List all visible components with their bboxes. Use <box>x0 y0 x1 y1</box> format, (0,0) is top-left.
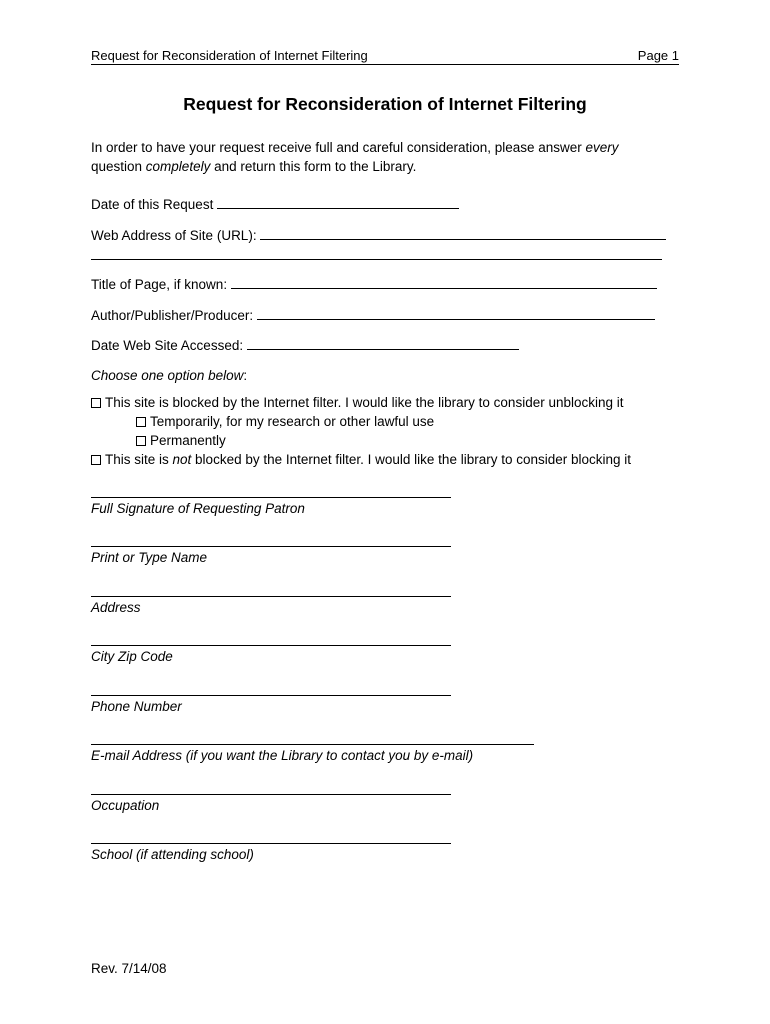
header-title: Request for Reconsideration of Internet Filtering <box>91 48 368 63</box>
web-address-field <box>91 227 666 243</box>
date-request-input[interactable] <box>217 196 459 209</box>
date-request-label: Date of this Request <box>91 197 214 212</box>
option-permanently-label: Permanently <box>150 433 226 448</box>
author-input[interactable] <box>257 307 655 320</box>
choose-option-colon: : <box>243 368 248 383</box>
web-address-label: Web Address of Site (URL): <box>91 228 257 243</box>
school-label: School (if attending school) <box>91 847 254 862</box>
option-temporarily <box>136 414 434 429</box>
name-label: Print or Type Name <box>91 550 208 565</box>
option-not-blocked-text-2: blocked by the Internet filter. I would like the library to consider blocking it <box>191 452 632 467</box>
checkbox-blocked[interactable] <box>91 398 101 408</box>
title-page-input[interactable] <box>231 276 657 289</box>
occupation-line[interactable] <box>91 794 451 795</box>
intro-emphasis-every: every <box>585 140 619 155</box>
email-label: E-mail Address (if you want the Library to contact you by e-mail) <box>91 748 474 763</box>
option-not-blocked <box>91 452 631 467</box>
checkbox-permanently[interactable] <box>136 436 146 446</box>
date-request-field <box>91 196 459 212</box>
checkbox-not-blocked[interactable] <box>91 455 101 465</box>
choose-option-label: Choose one option below <box>91 368 244 383</box>
option-permanently <box>136 433 226 448</box>
city-zip-label: City Zip Code <box>91 649 173 664</box>
web-address-input[interactable] <box>260 227 666 240</box>
option-blocked <box>91 395 624 410</box>
option-not-blocked-text-1: This site is <box>105 452 173 467</box>
date-accessed-field <box>91 337 519 353</box>
intro-text-1: In order to have your request receive full and careful consideration, please answer <box>91 140 586 155</box>
address-label: Address <box>91 600 141 615</box>
school-line[interactable] <box>91 843 451 844</box>
document-title: Request for Reconsideration of Internet Filtering <box>183 94 587 114</box>
choose-option-heading <box>91 368 247 383</box>
date-accessed-label: Date Web Site Accessed: <box>91 338 244 353</box>
checkbox-temporarily[interactable] <box>136 417 146 427</box>
author-field <box>91 307 655 323</box>
name-line[interactable] <box>91 546 451 547</box>
web-address-continuation-line[interactable] <box>91 259 662 260</box>
intro-emphasis-completely: completely <box>145 159 211 174</box>
page-number: Page 1 <box>637 48 679 63</box>
intro-paragraph <box>91 138 651 176</box>
city-zip-line[interactable] <box>91 645 451 646</box>
intro-text-3: and return this form to the Library. <box>210 159 417 174</box>
signature-label: Full Signature of Requesting Patron <box>91 501 305 516</box>
author-label: Author/Publisher/Producer: <box>91 308 254 323</box>
page-header <box>91 48 679 65</box>
title-page-field <box>91 276 657 292</box>
option-temporarily-label: Temporarily, for my research or other lawful use <box>150 414 435 429</box>
date-accessed-input[interactable] <box>247 337 519 350</box>
email-line[interactable] <box>91 744 534 745</box>
option-not-blocked-emphasis: not <box>172 452 192 467</box>
revision-date: Rev. 7/14/08 <box>91 961 167 976</box>
phone-line[interactable] <box>91 695 451 696</box>
occupation-label: Occupation <box>91 798 160 813</box>
signature-line[interactable] <box>91 497 451 498</box>
option-blocked-label: This site is blocked by the Internet filter. I would like the library to consider unblocking it <box>105 395 624 410</box>
intro-text-2: question <box>91 159 146 174</box>
title-page-label: Title of Page, if known: <box>91 277 228 292</box>
address-line[interactable] <box>91 596 451 597</box>
phone-label: Phone Number <box>91 699 182 714</box>
